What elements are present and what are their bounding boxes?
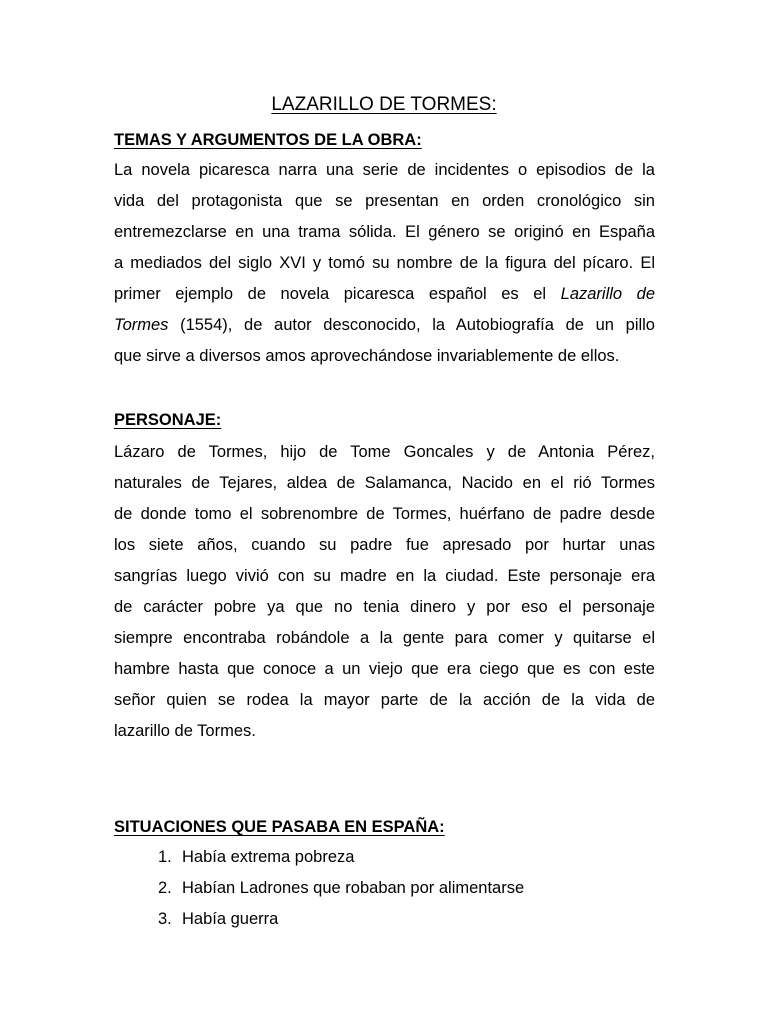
list-item-number: 2. [158, 879, 172, 897]
paragraph-line: hambre hasta que conoce a un viejo que era ciego que es con este [114, 660, 655, 678]
paragraph-line: que sirve a diversos amos aprovechándose invariablemente de ellos. [114, 347, 620, 365]
paragraph-line: Lázaro de Tormes, hijo de Tome Goncales y de Antonia Pérez, [114, 443, 655, 461]
list-item-number: 1. [158, 848, 172, 866]
book-title-italic: Tormes [114, 316, 169, 334]
paragraph-text: primer ejemplo de novela picaresca español es el [114, 285, 547, 303]
paragraph-line: vida del protagonista que se presentan en orden cronológico sin [114, 192, 655, 210]
document-title: LAZARILLO DE TORMES: [271, 94, 497, 115]
paragraph-line [114, 310, 655, 341]
list-item-number: 3. [158, 910, 172, 928]
section-heading-situaciones: SITUACIONES QUE PASABA EN ESPAÑA: [114, 818, 445, 836]
paragraph-line: de donde tomo el sobrenombre de Tormes, huérfano de padre desde [114, 505, 655, 523]
paragraph-line: los siete años, cuando su padre fue apresado por hurtar unas [114, 536, 655, 554]
paragraph-line: a mediados del siglo XVI y tomó su nombre de la figura del pícaro. El [114, 254, 655, 272]
book-title-italic: Lazarillo de [560, 285, 655, 303]
paragraph-line: entremezclarse en una trama sólida. El género se originó en España [114, 223, 655, 241]
list-item [158, 904, 524, 935]
list-item [158, 873, 524, 904]
section-heading-personaje: PERSONAJE: [114, 411, 222, 429]
list-item-text: Habían Ladrones que robaban por alimentarse [182, 879, 525, 897]
paragraph-temas [114, 155, 655, 372]
paragraph-line: señor quien se rodea la mayor parte de la acción de la vida de [114, 691, 655, 709]
paragraph-personaje [114, 437, 655, 747]
section-heading-temas: TEMAS Y ARGUMENTOS DE LA OBRA: [114, 131, 422, 149]
situaciones-list [158, 842, 524, 935]
list-item [158, 842, 524, 873]
paragraph-line: naturales de Tejares, aldea de Salamanca, Nacido en el rió Tormes [114, 474, 655, 492]
paragraph-line: de carácter pobre ya que no tenia dinero y por eso el personaje [114, 598, 655, 616]
paragraph-line: La novela picaresca narra una serie de incidentes o episodios de la [114, 161, 655, 179]
list-item-text: Había extrema pobreza [182, 848, 355, 866]
paragraph-line [114, 279, 655, 310]
paragraph-line: sangrías luego vivió con su madre en la ciudad. Este personaje era [114, 567, 655, 585]
paragraph-line: lazarillo de Tormes. [114, 722, 256, 740]
list-item-text: Había guerra [182, 910, 279, 928]
paragraph-text: (1554), de autor desconocido, la Autobiografía de un pillo [168, 316, 655, 334]
paragraph-line: siempre encontraba robándole a la gente para comer y quitarse el [114, 629, 655, 647]
